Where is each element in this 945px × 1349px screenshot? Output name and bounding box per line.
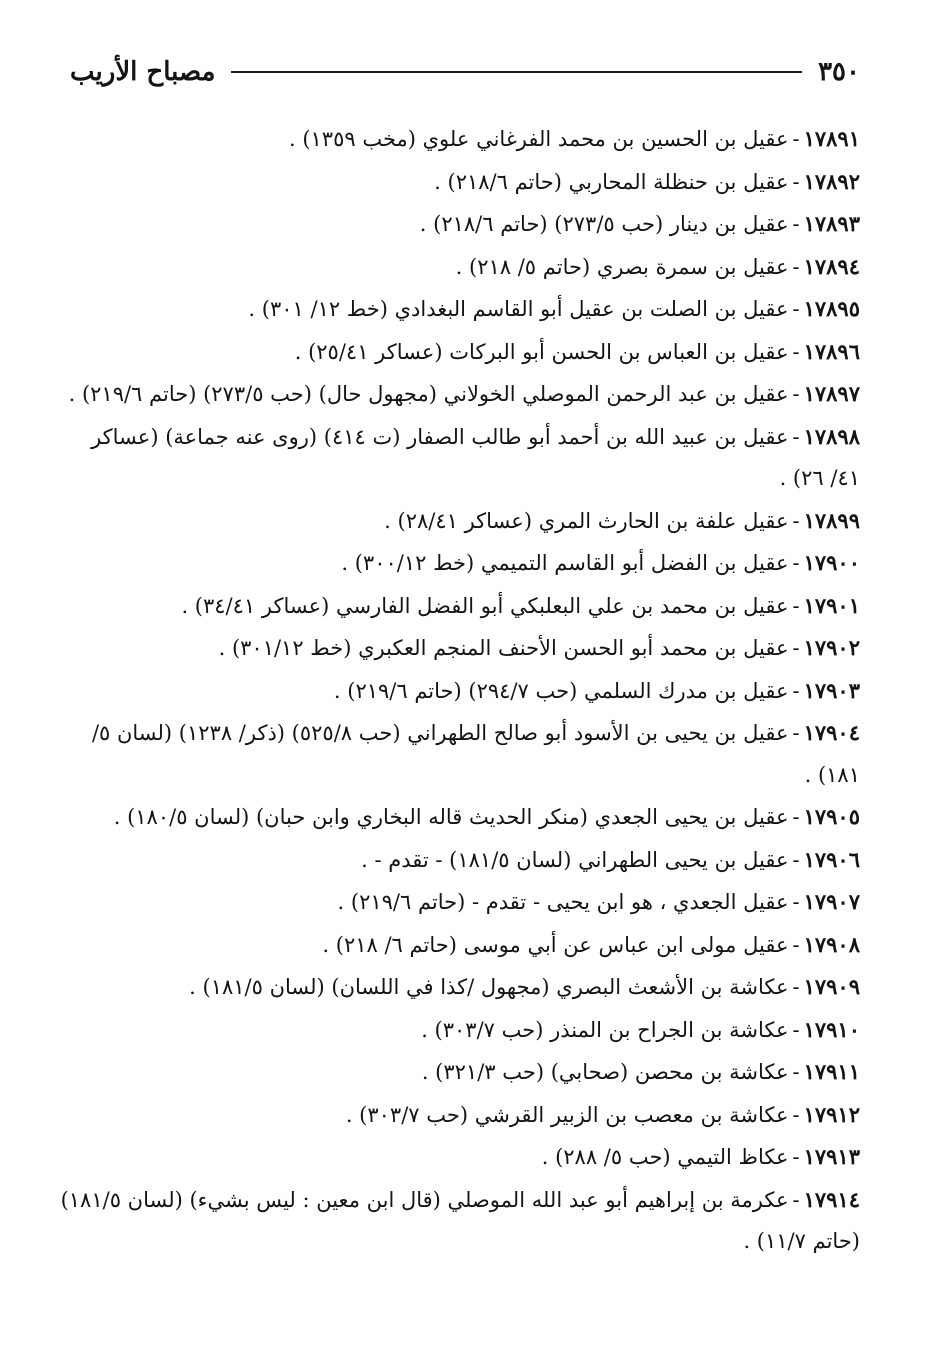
entry-item <box>60 1051 860 1094</box>
entry-number: ١٧٩٠٦ <box>803 846 860 872</box>
entry-text: عقيل بن محمد أبو الحسن الأحنف المنجم العكبري (خط ٣٠١/١٢) . <box>218 636 789 660</box>
entry-separator: - <box>792 1102 800 1127</box>
entry-separator: - <box>792 508 800 533</box>
entry-item <box>60 966 860 1009</box>
entry-number: ١٧٩٠٢ <box>803 635 860 660</box>
entry-item <box>60 1009 860 1052</box>
entry-text: عكاشة بن محصن (صحابي) (حب ٣٢١/٣) . <box>421 1060 789 1084</box>
entry-number: ١٧٨٩٦ <box>803 338 860 364</box>
entry-number: ١٧٩٠٤ <box>803 720 860 745</box>
entry-separator: - <box>792 975 800 999</box>
book-title: مصباح الأريب <box>70 57 216 87</box>
entry-text: عقيل بن يحيى الطهراني (لسان ١٨١/٥) - تقدم - . <box>361 847 789 872</box>
entry-item <box>60 1136 860 1179</box>
page-number: ٣٥٠ <box>818 57 860 87</box>
entry-separator: - <box>792 1187 800 1212</box>
entry-number: ١٧٩١٣ <box>803 1144 860 1169</box>
entry-number: ١٧٨٩٨ <box>803 423 860 449</box>
entry-item <box>60 670 860 713</box>
entry-separator: - <box>792 1060 800 1084</box>
entry-separator: - <box>792 551 800 575</box>
entry-text: عقيل علفة بن الحارث المري (عساكر ٢٨/٤١) . <box>384 508 789 533</box>
entry-text: عقيل بن سمرة بصري (حاتم ٥/ ٢١٨) . <box>455 254 789 279</box>
entry-separator: - <box>792 297 800 321</box>
entry-separator: - <box>792 212 800 236</box>
entry-separator: - <box>792 678 800 703</box>
entry-separator: - <box>792 382 800 406</box>
entry-text: عقيل مولى ابن عباس عن أبي موسى (حاتم ٦/ ٢١٨) . <box>322 932 789 957</box>
entry-number: ١٧٨٩٣ <box>803 211 860 236</box>
entry-item <box>60 627 860 670</box>
entry-item <box>60 712 860 796</box>
entry-text: عكاظ التيمي (حب ٥/ ٢٨٨) . <box>541 1145 789 1169</box>
entry-text: عقيل بن مدرك السلمي (حب ٢٩٤/٧) (حاتم ٢١٩/٦) . <box>333 678 789 703</box>
entry-separator: - <box>792 1145 800 1169</box>
entry-item <box>60 542 860 585</box>
entry-text: عكاشة بن الجراح بن المنذر (حب ٣٠٣/٧) . <box>421 1017 789 1042</box>
entry-number: ١٧٨٩٥ <box>803 296 860 321</box>
entry-separator: - <box>792 424 800 449</box>
entry-item <box>60 585 860 628</box>
entry-text: عقيل بن عبد الرحمن الموصلي الخولاني (مجهول حال) (حب ٢٧٣/٥) (حاتم ٢١٩/٦) . <box>68 382 789 406</box>
running-header <box>70 52 860 92</box>
entry-text: عقيل بن العباس بن الحسن أبو البركات (عساكر ٢٥/٤١) . <box>294 339 789 364</box>
entry-number: ١٧٨٩٢ <box>803 168 860 194</box>
entry-text: عقيل بن دينار (حب ٢٧٣/٥) (حاتم ٢١٨/٦) . <box>419 212 789 236</box>
entry-separator: - <box>792 1017 800 1042</box>
entry-item <box>60 203 860 246</box>
entry-item <box>60 246 860 289</box>
entry-item <box>60 118 860 161</box>
entry-separator: - <box>792 169 800 194</box>
entry-number: ١٧٩٠٣ <box>803 677 860 703</box>
entry-item <box>60 924 860 967</box>
entry-separator: - <box>792 593 800 618</box>
entry-text: عقيل بن الفضل أبو القاسم التميمي (خط ٣٠٠/١٢) . <box>341 551 789 575</box>
entry-number: ١٧٩١١ <box>803 1059 860 1084</box>
entry-text: عقيل بن الصلت بن عقيل أبو القاسم البغدادي (خط ١٢/ ٣٠١) . <box>248 297 789 321</box>
entry-separator: - <box>792 254 800 279</box>
entry-item <box>60 161 860 204</box>
entry-text: عقيل بن الحسين بن محمد الفرغاني علوي (مخب ١٣٥٩) . <box>288 127 789 151</box>
entry-separator: - <box>792 805 800 829</box>
header-rule <box>231 71 802 73</box>
entry-separator: - <box>792 847 800 872</box>
entry-number: ١٧٩٠٠ <box>803 550 860 575</box>
entry-text: عقيل بن عبيد الله بن أحمد أبو طالب الصفار (ت ٤١٤) (روى عنه جماعة) (عساكر ٤١/ ٢٦) . <box>91 424 860 490</box>
entry-number: ١٧٨٩٩ <box>803 507 860 533</box>
entry-text: عقيل الجعدي ، هو ابن يحيى - تقدم - (حاتم ٢١٩/٦) . <box>337 890 789 914</box>
entry-separator: - <box>792 890 800 914</box>
entry-item <box>60 796 860 839</box>
entry-text: عقيل بن حنظلة المحاربي (حاتم ٢١٨/٦) . <box>434 169 789 194</box>
entry-text: عكاشة بن معصب بن الزبير القرشي (حب ٣٠٣/٧) . <box>345 1102 789 1127</box>
entry-number: ١٧٩٠١ <box>803 592 860 618</box>
entry-list <box>60 118 860 1263</box>
entry-item <box>60 1094 860 1137</box>
entry-number: ١٧٩٠٧ <box>803 889 860 914</box>
entry-number: ١٧٩٠٥ <box>803 804 860 829</box>
entry-text: عقيل بن يحيى بن الأسود أبو صالح الطهراني (حب ٥٢٥/٨) (ذكر/ ١٢٣٨) (لسان ٥/ ١٨١) . <box>91 721 860 787</box>
entry-item <box>60 331 860 374</box>
entry-number: ١٧٨٩٤ <box>803 253 860 279</box>
entry-separator: - <box>792 636 800 660</box>
entry-item <box>60 373 860 416</box>
entry-number: ١٧٨٩٧ <box>803 381 860 406</box>
entry-separator: - <box>792 127 800 151</box>
entry-number: ١٧٩٠٨ <box>803 931 860 957</box>
entry-item <box>60 881 860 924</box>
entry-number: ١٧٩١٤ <box>803 1186 860 1212</box>
entry-number: ١٧٨٩١ <box>803 126 860 151</box>
entry-text: عكرمة بن إبراهيم أبو عبد الله الموصلي (قال ابن معين : ليس بشيء) (لسان ١٨١/٥) (حاتم ١١/٧) . <box>60 1187 860 1253</box>
entry-text: عكاشة بن الأشعث البصري (مجهول /كذا في اللسان) (لسان ١٨١/٥) . <box>189 975 789 999</box>
entry-item <box>60 416 860 500</box>
entry-number: ١٧٩٠٩ <box>803 974 860 999</box>
entry-item <box>60 1179 860 1263</box>
entry-text: عقيل بن يحيى الجعدي (منكر الحديث قاله البخاري وابن حبان) (لسان ١٨٠/٥) . <box>113 805 789 829</box>
entry-separator: - <box>792 721 800 745</box>
entry-separator: - <box>792 339 800 364</box>
entry-text: عقيل بن محمد بن علي البعلبكي أبو الفضل الفارسي (عساكر ٣٤/٤١) . <box>181 593 789 618</box>
entry-number: ١٧٩١٢ <box>803 1101 860 1127</box>
entry-number: ١٧٩١٠ <box>803 1016 860 1042</box>
entry-item <box>60 288 860 331</box>
entry-item <box>60 839 860 882</box>
entry-item <box>60 500 860 543</box>
entry-separator: - <box>792 932 800 957</box>
